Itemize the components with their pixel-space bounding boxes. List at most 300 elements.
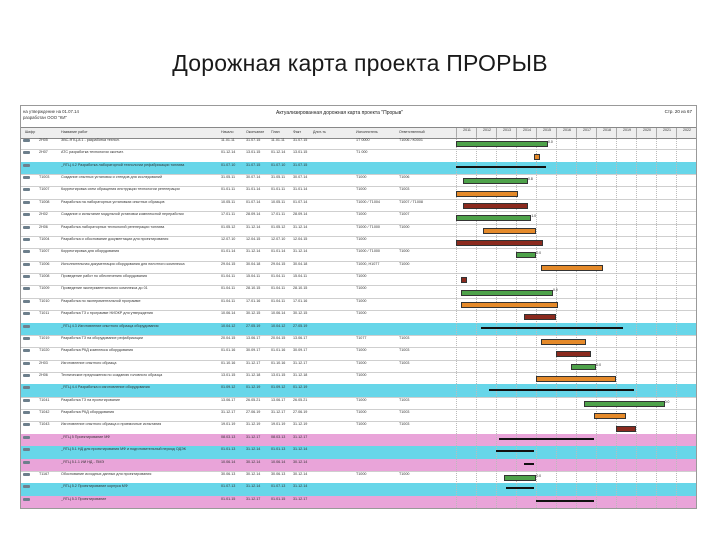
- table-cell-end: 30.12.14: [246, 459, 261, 464]
- table-cell-exec: Т1000: [356, 360, 367, 365]
- table-cell-start: 01.01.13: [271, 447, 286, 452]
- table-cell-name: Разработка по экспериментальной программе: [61, 298, 141, 303]
- table-cell-start: 11.01.11: [271, 138, 285, 142]
- table-cell-end: 28.10.15: [246, 286, 261, 291]
- table-cell-code: Т1007: [39, 249, 50, 254]
- table-cell-start: 01.07.10: [271, 162, 286, 167]
- slide-title: Дорожная карта проекта ПРОРЫВ: [172, 50, 548, 76]
- table-cell-end: 31.12.14: [293, 447, 308, 452]
- table-cell-resp: Т1006 / К0001: [399, 138, 423, 142]
- table-cell-start: 11.01.11: [221, 138, 235, 142]
- table-cell-start: 08.03.13: [221, 434, 236, 439]
- table-cell-code: Т1006: [39, 261, 50, 266]
- table-cell-start: 13.01.15: [221, 372, 236, 377]
- gantt-year-label: 2018: [596, 128, 617, 138]
- gantt-bar: [456, 191, 518, 197]
- task-type-icon: [23, 176, 30, 179]
- table-cell-end: 31.07.15: [293, 162, 308, 167]
- table-cell-end: 28.10.15: [293, 286, 308, 291]
- gantt-year-label: 2014: [516, 128, 537, 138]
- gantt-bar: [536, 376, 616, 382]
- table-cell-end: 01.12.19: [293, 385, 308, 390]
- table-cell-start: 01.05.12: [271, 224, 286, 229]
- table-cell-end: 31.01.14: [293, 187, 308, 192]
- table-cell-end: 31.12.17: [293, 496, 308, 501]
- table-cell-start: 01.04.11: [271, 274, 286, 279]
- column-header: Название работ: [61, 130, 88, 134]
- column-header: Ответственный: [399, 130, 425, 134]
- gantt-bar: [463, 178, 528, 184]
- column-header: Шифр: [25, 130, 36, 134]
- table-cell-name: Разработка лабораторных технологий регенерации топлива: [61, 224, 165, 229]
- gantt-bar: [516, 252, 536, 258]
- gantt-bar: [524, 463, 534, 465]
- table-cell-start: 01.01.16: [221, 348, 236, 353]
- table-cell-code: Т1041: [39, 397, 50, 402]
- table-cell-resp: Т1003: [399, 410, 410, 415]
- table-cell-exec: 1Т 0000: [356, 138, 370, 142]
- table-cell-start: 13.01.15: [271, 372, 286, 377]
- table-cell-end: 31.12.17: [293, 360, 308, 365]
- table-cell-start: 17.01.11: [221, 212, 236, 217]
- table-cell-end: 27.05.19: [293, 323, 308, 328]
- table-cell-start: 01.04.11: [221, 286, 236, 291]
- table-cell-start: 29.04.15: [221, 261, 236, 266]
- table-cell-end: 31.12.17: [246, 360, 261, 365]
- table-cell-name: _ЯТЦ 5.1.1 ИИ НД - ПМЭ: [61, 459, 105, 464]
- table-cell-exec: Т1000: [356, 348, 367, 353]
- table-cell-end: 30.12.14: [293, 459, 308, 464]
- table-cell-start: 29.04.15: [271, 261, 286, 266]
- table-cell-end: 26.05.21: [246, 397, 261, 402]
- table-cell-name: _ЯТЦ 4.2 Разработка лабораторной технологии рефабрикации топлива: [61, 162, 185, 167]
- task-type-icon: [23, 151, 30, 154]
- table-cell-end: 30.12.14: [293, 471, 308, 476]
- gantt-bar-label: 0.0: [664, 399, 670, 404]
- task-type-icon: [23, 485, 30, 488]
- gantt-bar-label: 0.0: [548, 140, 553, 144]
- document-header: [21, 106, 696, 128]
- table-cell-end: 30.09.17: [246, 348, 261, 353]
- gantt-bar: [584, 401, 664, 407]
- table-cell-name: _ЯТЦ 5.1 НД для проектирования МФ и подготовительный период ОДЭК: [61, 447, 186, 452]
- table-cell-start: 01.01.13: [221, 447, 236, 452]
- row-separator: [21, 508, 696, 509]
- task-type-icon: [23, 473, 30, 476]
- gantt-bar: [541, 265, 603, 271]
- table-cell-exec: Т1000 / Т1000: [356, 249, 380, 254]
- table-cell-start: 31.12.17: [271, 410, 286, 415]
- task-type-icon: [23, 226, 30, 229]
- table-cell-end: 12.04.15: [246, 236, 261, 241]
- gantt-gridline: [636, 137, 637, 508]
- table-cell-resp: Т1003: [399, 335, 410, 340]
- table-cell-exec: Т1000: [356, 212, 367, 217]
- column-header: Факт: [293, 130, 301, 134]
- table-cell-code: 2Н06: [39, 224, 48, 229]
- table-cell-start: 31.05.11: [221, 175, 236, 180]
- gantt-gridline: [656, 137, 657, 508]
- table-cell-start: 30.06.13: [271, 471, 286, 476]
- table-cell-exec: Т1 000: [356, 150, 368, 155]
- task-type-icon: [23, 436, 30, 439]
- gantt-year-label: 2015: [536, 128, 557, 138]
- table-cell-resp: Т1000: [399, 224, 410, 229]
- gantt-bar: [461, 277, 467, 283]
- gantt-bar: [496, 450, 534, 452]
- table-cell-start: 01.05.12: [221, 224, 236, 229]
- table-cell-name: Разработка ТЗ на оборудование рефабрикации: [61, 335, 143, 340]
- table-cell-start: 01.04.11: [271, 286, 286, 291]
- table-cell-start: 01.01.15: [221, 496, 236, 501]
- table-cell-start: 13.06.17: [221, 397, 236, 402]
- gantt-bar: [456, 166, 546, 168]
- table-cell-exec: Т1000 / Т1000: [356, 224, 380, 229]
- table-cell-end: 31.01.14: [246, 187, 261, 192]
- table-cell-name: Разработка ТЗ к программе НИОКР для утверждения: [61, 311, 153, 316]
- table-cell-exec: Т1000: [356, 311, 367, 316]
- gantt-bar: [594, 413, 626, 419]
- table-cell-resp: Т1007 / Т1008: [399, 199, 423, 204]
- table-cell-name: Исполнительная документация оборудования для пилотного комплекса: [61, 261, 185, 266]
- table-cell-exec: Т1000: [356, 410, 367, 415]
- table-cell-end: 31.12.14: [246, 249, 261, 254]
- table-cell-name: Изготовление опытного образца: [61, 360, 117, 365]
- table-cell-name: Корректировка для оборудования: [61, 249, 120, 254]
- table-cell-end: 31.12.14: [293, 224, 308, 229]
- table-cell-start: 01.01.14: [271, 249, 286, 254]
- table-cell-start: 10.04.12: [221, 323, 236, 328]
- table-cell-exec: Т1000: [356, 422, 367, 427]
- table-cell-name: Разработка РКД оборудования: [61, 410, 115, 415]
- table-cell-end: 31.07.15: [246, 162, 261, 167]
- table-cell-start: 20.04.15: [271, 335, 286, 340]
- gantt-gridline: [536, 137, 537, 508]
- task-type-icon: [23, 423, 30, 426]
- gantt-bar: [616, 426, 636, 432]
- gantt-bar: [456, 215, 531, 221]
- table-cell-start: 01.07.13: [221, 484, 236, 489]
- table-cell-name: Разработка и обоснование документации для проектирования: [61, 236, 169, 241]
- gantt-gridline: [556, 137, 557, 508]
- table-cell-exec: Т1077: [356, 335, 367, 340]
- table-cell-start: 10.06.14: [271, 311, 286, 316]
- table-cell-start: 01.04.11: [221, 298, 236, 303]
- table-cell-end: 26.05.21: [293, 397, 308, 402]
- table-cell-end: 30.12.14: [246, 471, 261, 476]
- table-cell-code: Т1042: [39, 410, 50, 415]
- gantt-bar: [506, 487, 534, 489]
- task-type-icon: [23, 238, 30, 241]
- table-cell-end: 31.12.14: [246, 447, 261, 452]
- table-cell-end: 01.07.14: [293, 199, 308, 204]
- table-cell-resp: Т1007: [399, 212, 410, 217]
- table-cell-start: 10.05.11: [271, 199, 286, 204]
- table-cell-name: Корректировка схем обращения инструкции технологии регенерации: [61, 187, 180, 192]
- task-type-icon: [23, 362, 30, 365]
- table-cell-end: 12.04.15: [293, 236, 308, 241]
- table-cell-code: Т1004: [39, 236, 50, 241]
- table-cell-name: Проведение работ по обеспечению оборудования: [61, 274, 147, 279]
- table-cell-end: 31.12.14: [246, 224, 261, 229]
- table-cell-code: Т1003: [39, 175, 50, 180]
- gantt-bar: [571, 364, 596, 370]
- table-cell-start: 01.07.10: [221, 162, 236, 167]
- table-cell-start: 01.09.12: [271, 385, 286, 390]
- task-type-icon: [23, 386, 30, 389]
- table-cell-end: 31.12.18: [246, 372, 261, 377]
- table-cell-end: 30.04.18: [293, 261, 308, 266]
- table-cell-end: 31.12.17: [246, 496, 261, 501]
- gantt-year-label: 2020: [636, 128, 657, 138]
- table-cell-start: 01.12.14: [271, 150, 286, 155]
- gantt-gridline: [576, 137, 577, 508]
- task-type-icon: [23, 461, 30, 464]
- table-cell-start: 17.01.11: [271, 212, 286, 217]
- table-cell-start: 13.06.17: [271, 397, 286, 402]
- task-type-icon: [23, 275, 30, 278]
- table-cell-end: 31.12.19: [293, 422, 308, 427]
- table-cell-start: 12.07.10: [221, 236, 236, 241]
- table-cell-end: 31.12.18: [293, 372, 308, 377]
- table-cell-start: 01.01.14: [221, 249, 236, 254]
- table-cell-code: 2Н05: [39, 138, 48, 142]
- gantt-bar: [541, 339, 586, 345]
- table-cell-end: 13.06.17: [293, 335, 308, 340]
- table-cell-exec: Т1000: [356, 236, 367, 241]
- table-cell-code: Т1010: [39, 298, 50, 303]
- gantt-bar-label: 0.8: [528, 177, 533, 182]
- table-cell-name: Проведение экспериментального комплекса до 01: [61, 286, 148, 291]
- gantt-bar-label: 0.0: [596, 362, 602, 367]
- table-cell-code: Т1019: [39, 335, 50, 340]
- table-cell-end: 27.06.19: [246, 410, 261, 415]
- table-cell-exec: Т1000: [356, 397, 367, 402]
- task-type-icon: [23, 164, 30, 167]
- table-cell-exec: Т1000: [356, 298, 367, 303]
- gantt-year-label: 2013: [496, 128, 517, 138]
- table-cell-name: Разработка РКД комплекса оборудования: [61, 348, 134, 353]
- table-cell-end: 31.12.19: [246, 422, 261, 427]
- table-cell-name: _ЯТЦ 4.3 Изготовление опытного образца оборудования: [61, 323, 159, 328]
- task-type-icon: [23, 139, 30, 142]
- table-cell-start: 01.01.16: [271, 348, 286, 353]
- table-cell-code: 2Н06: [39, 372, 48, 377]
- table-cell-start: 01.12.14: [221, 150, 236, 155]
- task-type-icon: [23, 188, 30, 191]
- gantt-gridline: [616, 137, 617, 508]
- table-cell-end: 31.12.14: [293, 484, 308, 489]
- task-type-icon: [23, 399, 30, 402]
- table-cell-start: 12.07.10: [271, 236, 286, 241]
- table-cell-name: _ЯТЦ 5.2 Проектирование корпуса МФ: [61, 484, 128, 489]
- table-cell-start: 10.04.12: [271, 323, 286, 328]
- table-cell-exec: Т1000: [356, 372, 367, 377]
- column-header: Исполнитель: [356, 130, 378, 134]
- table-cell-name: _ЯТЦ 4.4 Разработка и изготовление оборудования: [61, 385, 150, 390]
- table-cell-name: Разработка на лабораторных установках опытных образцов: [61, 199, 165, 204]
- column-header: План: [271, 130, 280, 134]
- table-cell-name: Создание и испытание модульной установки комплексной переработки: [61, 212, 184, 217]
- gantt-chart-area: [456, 137, 696, 508]
- gantt-bar: [463, 203, 528, 209]
- table-cell-name: _ЯТЦ 5.3 Проектирование: [61, 496, 107, 501]
- task-type-icon: [23, 337, 30, 340]
- gantt-bar: [534, 154, 540, 160]
- task-type-icon: [23, 498, 30, 501]
- table-cell-resp: Т1003: [399, 397, 410, 402]
- gantt-bar: [461, 302, 558, 308]
- table-cell-exec: Т1000 / Т1004: [356, 199, 380, 204]
- table-cell-exec: Т1000: [356, 175, 367, 180]
- table-cell-start: 01.10.16: [221, 360, 236, 365]
- column-header: Начало: [221, 130, 234, 134]
- gantt-gridline: [596, 137, 597, 508]
- gantt-bar: [481, 327, 623, 329]
- table-cell-end: 30.09.17: [293, 348, 308, 353]
- table-cell-end: 28.09.14: [293, 212, 308, 217]
- task-type-icon: [23, 448, 30, 451]
- table-cell-name: ЗВС-ЯТЦ-8.1 - разработка технол.: [61, 138, 120, 142]
- task-type-icon: [23, 201, 30, 204]
- gantt-bar: [499, 438, 594, 440]
- document-title: Актуализированная дорожная карта проекта "Прорыв": [276, 110, 404, 116]
- table-cell-resp: Т1000: [399, 249, 410, 254]
- table-cell-start: 19.01.19: [271, 422, 286, 427]
- table-cell-end: 27.06.19: [293, 410, 308, 415]
- table-cell-start: 10.05.11: [221, 199, 236, 204]
- table-cell-resp: Т1003: [399, 360, 410, 365]
- table-cell-exec: Т1000: [356, 187, 367, 192]
- table-cell-resp: Т1003: [399, 187, 410, 192]
- table-cell-name: _ЯТЦ 5 Проектирование МФ: [61, 434, 111, 439]
- table-cell-start: 10.06.14: [221, 459, 236, 464]
- gantt-year-label: 2022: [676, 128, 697, 138]
- table-cell-end: 17.01.16: [246, 298, 261, 303]
- table-cell-name: Разработка ТЗ на проектирование: [61, 397, 121, 402]
- gantt-bar: [456, 141, 548, 147]
- table-cell-resp: Т1000: [399, 471, 410, 476]
- table-cell-end: 27.05.19: [246, 323, 261, 328]
- table-cell-end: 30.04.18: [246, 261, 261, 266]
- table-cell-exec: Т1000, Н1077: [356, 261, 380, 266]
- table-cell-exec: Т1000: [356, 274, 367, 279]
- table-cell-start: 01.04.11: [271, 298, 286, 303]
- table-cell-resp: Т1006: [399, 175, 410, 180]
- table-cell-end: 31.12.14: [246, 484, 261, 489]
- table-cell-end: 01.07.14: [246, 199, 261, 204]
- gantt-bar: [536, 500, 594, 502]
- table-cell-code: Т1008: [39, 199, 50, 204]
- table-cell-end: 30.07.14: [293, 175, 308, 180]
- table-cell-code: Т1007: [39, 187, 50, 192]
- gantt-bar: [483, 228, 537, 234]
- gantt-bar-label: 0.0: [553, 288, 558, 293]
- table-cell-code: Т1008: [39, 274, 50, 279]
- gantt-bar: [461, 290, 553, 296]
- table-cell-end: 13.06.17: [246, 335, 261, 340]
- table-cell-name: Создание опытных установок и стендов для исследований: [61, 175, 163, 180]
- table-cell-start: 20.04.15: [221, 335, 236, 340]
- gantt-bar: [456, 240, 543, 246]
- table-cell-resp: Т1003: [399, 422, 410, 427]
- gantt-gridline: [696, 137, 697, 508]
- table-cell-resp: Т1000: [399, 261, 410, 266]
- table-cell-end: 31.12.17: [293, 434, 308, 439]
- table-cell-exec: Т1000: [356, 286, 367, 291]
- table-cell-code: Т1009: [39, 286, 50, 291]
- table-cell-end: 15.04.11: [293, 274, 308, 279]
- table-cell-start: 01.04.11: [221, 274, 236, 279]
- table-cell-code: Т1167: [39, 471, 50, 476]
- table-cell-end: 30.12.15: [246, 311, 261, 316]
- table-cell-start: 01.01.11: [271, 187, 286, 192]
- table-cell-name: АТС разработка технологии окончат.: [61, 150, 124, 155]
- task-type-icon: [23, 263, 30, 266]
- table-cell-exec: Т1000: [356, 471, 367, 476]
- table-cell-code: 2Н02: [39, 212, 48, 217]
- table-cell-code: Т1011: [39, 311, 50, 316]
- table-cell-end: 30.12.15: [293, 311, 308, 316]
- table-cell-end: 15.04.11: [246, 274, 261, 279]
- table-cell-end: 17.01.16: [293, 298, 308, 303]
- table-cell-start: 01.01.15: [271, 496, 286, 501]
- table-cell-end: 30.07.14: [246, 175, 261, 180]
- roadmap-document: [20, 105, 697, 509]
- gantt-year-label: 2017: [576, 128, 597, 138]
- gantt-year-label: 2016: [556, 128, 577, 138]
- table-cell-start: 01.09.12: [221, 385, 236, 390]
- column-header: Окончание: [246, 130, 265, 134]
- document-author: разработан ООО "КИ": [23, 115, 67, 120]
- table-cell-start: 01.07.13: [271, 484, 286, 489]
- table-cell-start: 31.12.17: [221, 410, 236, 415]
- table-cell-end: 31.12.14: [293, 249, 308, 254]
- gantt-bar: [524, 314, 556, 320]
- task-type-icon: [23, 250, 30, 253]
- task-type-icon: [23, 300, 30, 303]
- table-cell-end: 31.12.17: [246, 434, 261, 439]
- gantt-year-label: 2012: [476, 128, 497, 138]
- document-status: на утверждение на 01.07.14: [23, 109, 79, 114]
- table-cell-end: 01.12.19: [246, 385, 261, 390]
- table-cell-start: 01.10.16: [271, 360, 286, 365]
- gantt-year-label: 2011: [456, 128, 477, 138]
- table-cell-name: Технические предложения по созданию головного образца: [61, 372, 163, 377]
- task-type-icon: [23, 374, 30, 377]
- table-cell-start: 30.06.13: [221, 471, 236, 476]
- gantt-year-label: 2019: [616, 128, 637, 138]
- gantt-bar-label: 0.0: [536, 251, 542, 256]
- task-type-icon: [23, 325, 30, 328]
- table-cell-end: 13.01.15: [293, 150, 308, 155]
- table-cell-code: Т1020: [39, 348, 50, 353]
- table-cell-end: 28.09.14: [246, 212, 261, 217]
- task-type-icon: [23, 213, 30, 216]
- gantt-bar-label: 0.0: [536, 473, 542, 478]
- gantt-bar-label: 1.0: [531, 214, 537, 219]
- table-cell-start: 08.03.13: [271, 434, 286, 439]
- table-cell-end: 31.07.15: [293, 138, 308, 142]
- table-cell-name: Обоснование исходных данных для проектирования: [61, 471, 152, 476]
- task-type-icon: [23, 287, 30, 290]
- table-cell-code: 2Н03: [39, 360, 48, 365]
- table-cell-code: Т1043: [39, 422, 50, 427]
- gantt-year-label: 2021: [656, 128, 677, 138]
- table-cell-start: 01.01.11: [221, 187, 236, 192]
- task-type-icon: [23, 312, 30, 315]
- task-type-icon: [23, 411, 30, 414]
